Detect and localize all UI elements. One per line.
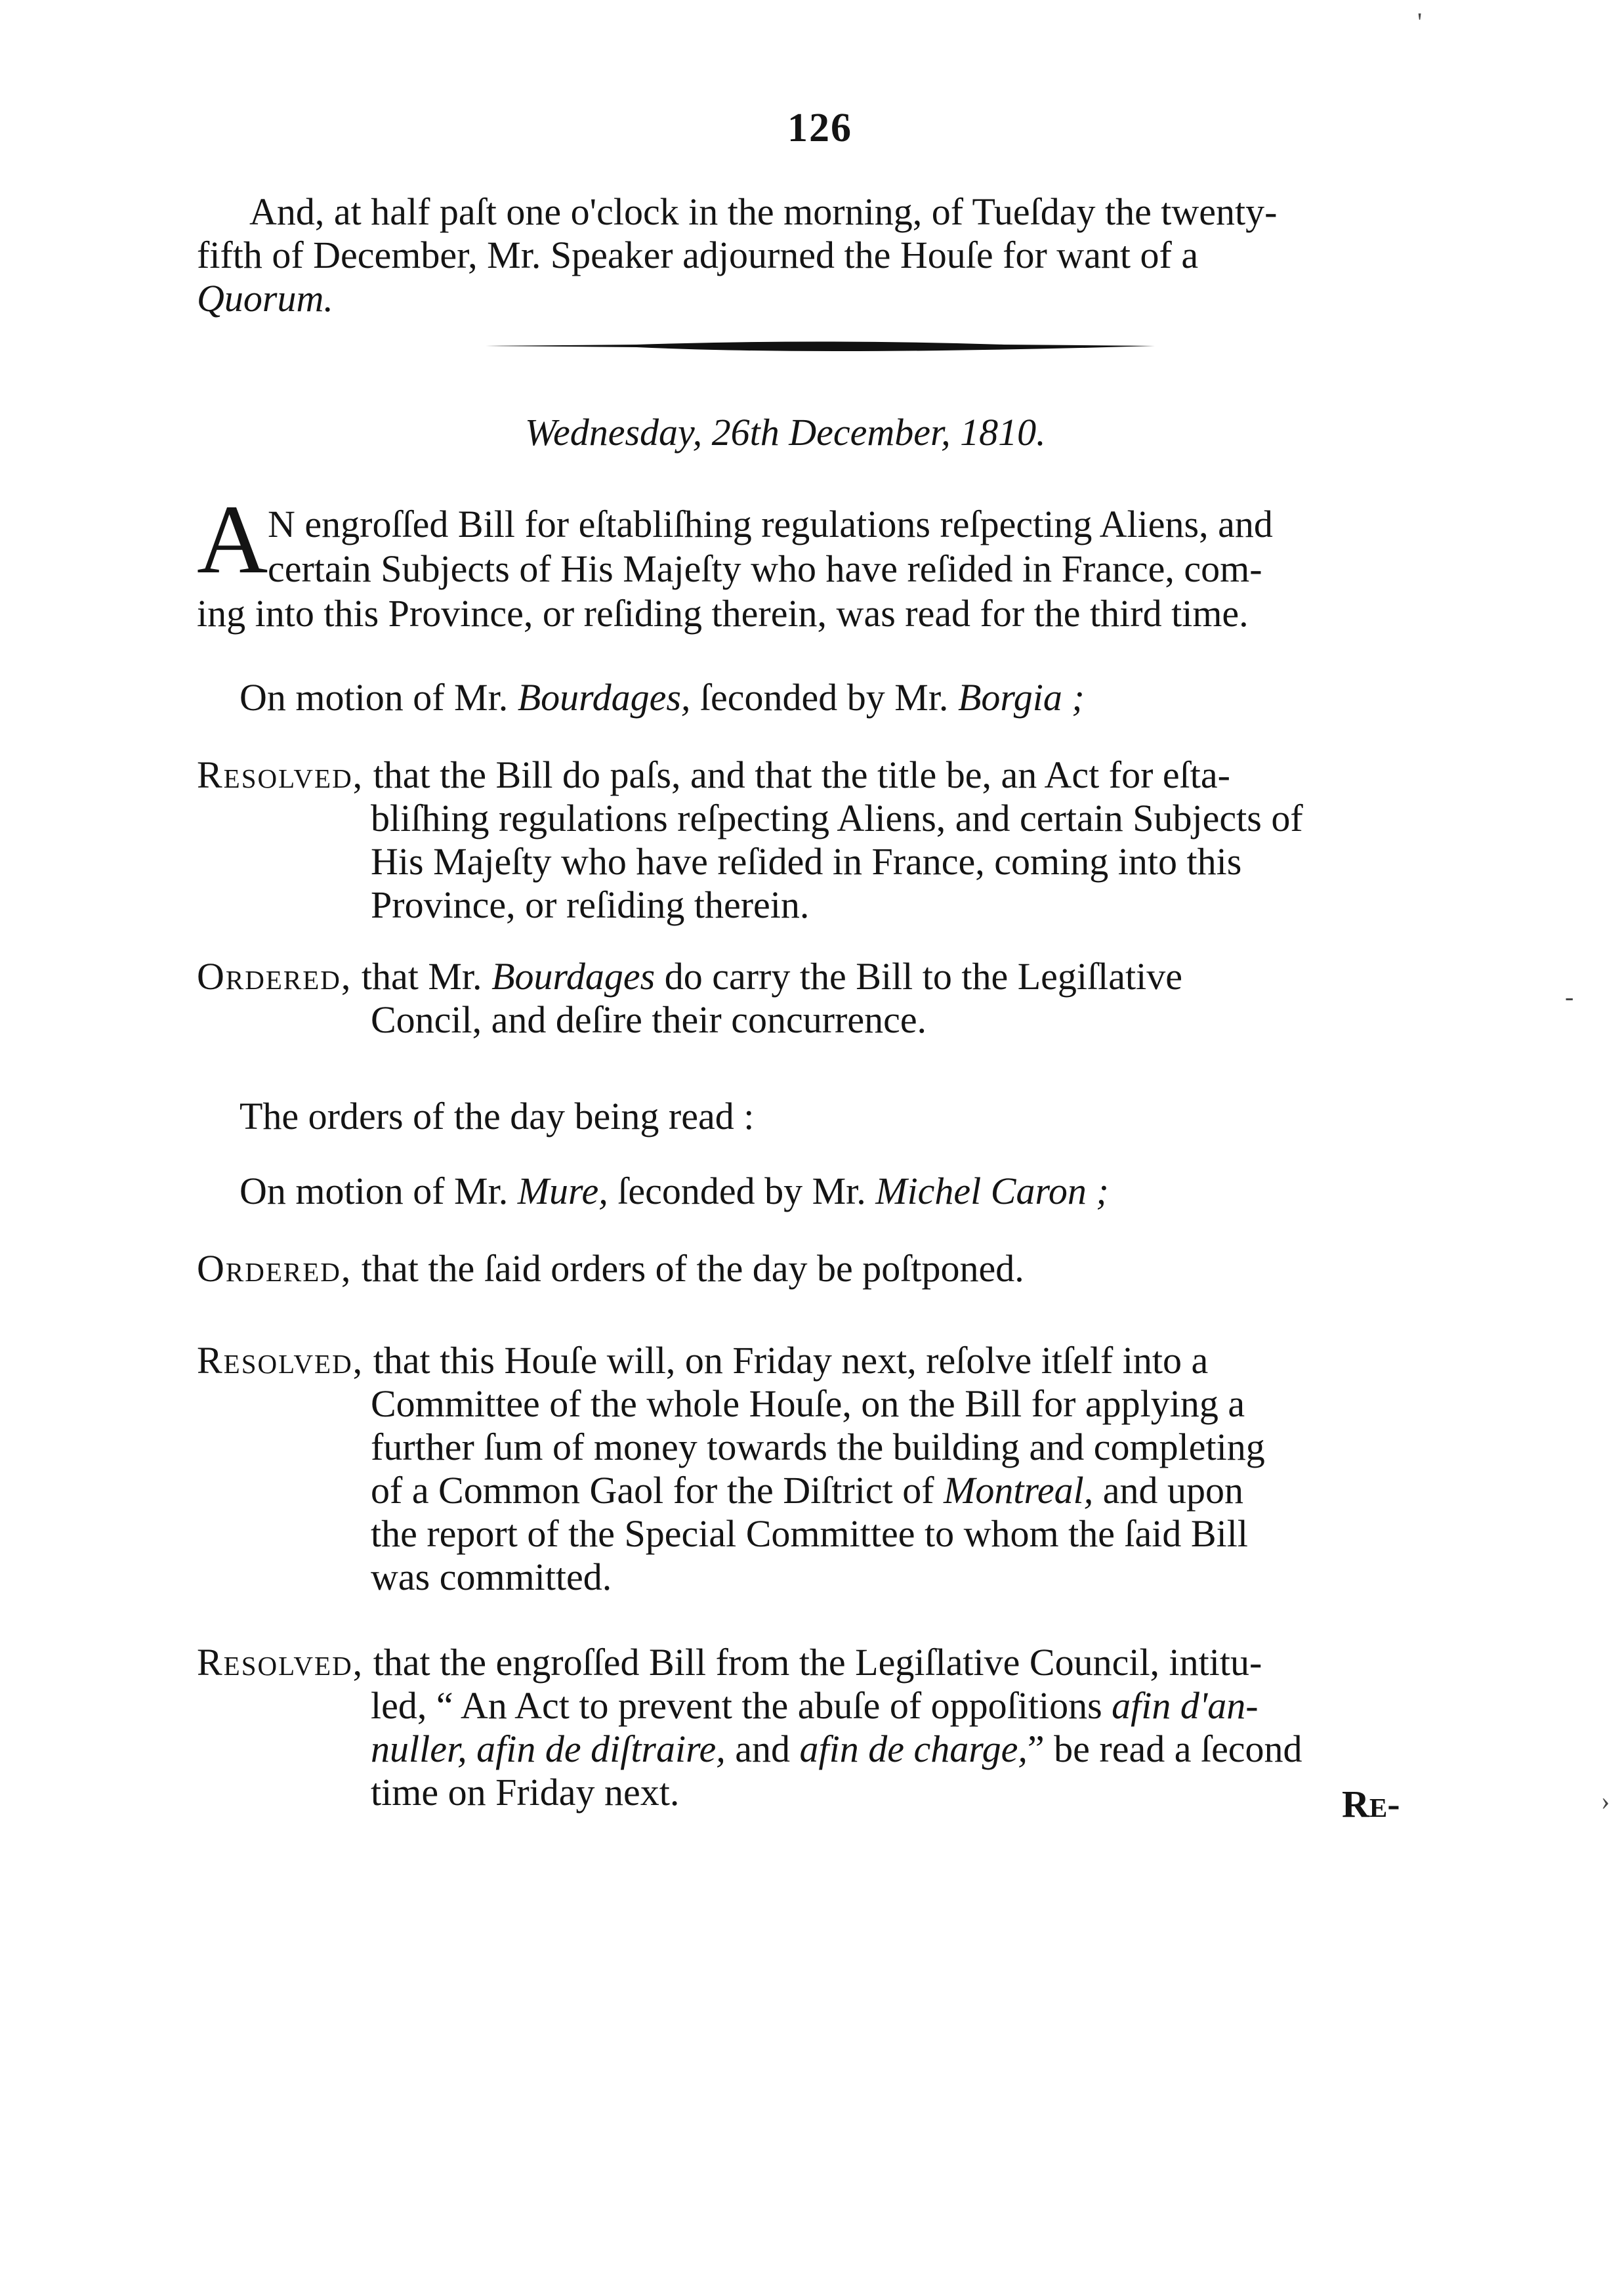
resolved-line-3 xyxy=(197,1728,1444,1771)
resolved-bill-passes xyxy=(197,753,1444,927)
motion-prefix: On motion of Mr. xyxy=(239,1170,509,1212)
ordered-text: that the ſaid orders of the day be poſtponed. xyxy=(361,1247,1024,1290)
bill-line-1: N engroſſed Bill for eſtabliſhing regulations reſpecting Aliens, and xyxy=(268,503,1273,545)
opening-line-1: And, at half paſt one o'clock in the morning, of Tueſday the twenty- xyxy=(249,190,1278,233)
resolved-line-1: that the Bill do paſs, and that the title be, an Act for eſta- xyxy=(373,753,1230,796)
resolved-second-reading xyxy=(197,1641,1444,1814)
resolved-line-4 xyxy=(197,1469,1444,1512)
motion-seconded: ſeconded by Mr. xyxy=(617,1170,866,1212)
motion-bourdages xyxy=(239,676,1453,719)
page-number: 126 xyxy=(787,106,852,150)
opening-line-2: fifth of December, Mr. Speaker adjourned the Houſe for want of a xyxy=(197,234,1199,276)
margin-speck: - xyxy=(1565,982,1574,1011)
bill-line-2: certain Subjects of His Majeſty who have reſided in France, com- xyxy=(268,547,1262,590)
opening-line-3 xyxy=(197,277,1444,320)
resolved-committee xyxy=(197,1339,1444,1599)
resolved-line-1: that the engroſſed Bill from the Legiſlative Council, intitu- xyxy=(373,1641,1262,1684)
ordered-carry-bill xyxy=(197,955,1444,1042)
seconder-name: Michel Caron ; xyxy=(875,1170,1109,1212)
catchword: Re- xyxy=(1342,1783,1400,1825)
ordered-postpone xyxy=(197,1247,1444,1290)
seconder-name: Borgia ; xyxy=(957,676,1085,719)
line-4-pre: of a Common Gaol for the Diſtrict of xyxy=(371,1469,934,1512)
margin-speck: › xyxy=(1601,1786,1610,1815)
ordered-member-name: Bourdages xyxy=(491,955,656,998)
resolved-line-6: was committed. xyxy=(371,1556,612,1598)
bill-line-3: ing into this Province, or reſiding therein, was read for the third time. xyxy=(197,592,1249,635)
motion-prefix: On motion of Mr. xyxy=(239,676,509,719)
resolved-line-1: that this Houſe will, on Friday next, reſolve itſelf into a xyxy=(373,1339,1209,1382)
line-3-post: ” be read a ſecond xyxy=(1027,1728,1302,1770)
motion-seconded: ſeconded by Mr. xyxy=(699,676,949,719)
line-2-pre: led, “ An Act to prevent the abuſe of oppoſitions xyxy=(371,1684,1102,1727)
latin-term: nuller, afin de diſtraire, xyxy=(371,1728,726,1770)
ordered-heading: Ordered, xyxy=(197,955,352,998)
resolved-line-4: Province, or reſiding therein. xyxy=(371,883,810,926)
mover-name: Bourdages, xyxy=(517,676,691,719)
resolved-line-2: bliſhing regulations reſpecting Aliens, and certain Subjects of xyxy=(371,797,1303,839)
resolved-line-5: the report of the Special Committee to whom the ſaid Bill xyxy=(371,1512,1248,1555)
resolved-line-3: His Majeſty who have reſided in France, coming into this xyxy=(371,840,1242,883)
drop-cap-letter: A xyxy=(197,485,268,594)
resolved-line-4: time on Friday next. xyxy=(371,1771,680,1814)
resolved-line-3: further ſum of money towards the building and completing xyxy=(371,1426,1265,1468)
bill-paragraph xyxy=(197,502,1444,636)
margin-speck: ' xyxy=(1417,7,1423,37)
resolved-line-2 xyxy=(197,1684,1444,1728)
ordered-text-post: do carry the Bill to the Legiſlative xyxy=(664,955,1182,998)
mover-name: Mure, xyxy=(517,1170,608,1212)
line-4-post: and upon xyxy=(1102,1469,1243,1512)
place-name: Montreal, xyxy=(944,1469,1094,1512)
opening-paragraph xyxy=(197,190,1444,320)
ordered-heading: Ordered, xyxy=(197,1247,352,1290)
section-divider-rule xyxy=(486,336,1155,356)
date-heading: Wednesday, 26th December, 1810. xyxy=(525,411,1046,454)
quorum-word: Quorum. xyxy=(197,277,333,320)
latin-term: afin d'an- xyxy=(1112,1684,1259,1727)
resolved-heading: Resolved, xyxy=(197,753,364,796)
resolved-heading: Resolved, xyxy=(197,1339,364,1382)
motion-mure xyxy=(239,1170,1453,1213)
resolved-heading: Resolved, xyxy=(197,1641,364,1684)
resolved-line-2: Committee of the whole Houſe, on the Bill for applying a xyxy=(371,1382,1245,1425)
line-3-and: and xyxy=(735,1728,791,1770)
orders-of-day-line: The orders of the day being read : xyxy=(239,1095,755,1137)
ordered-line-2: Concil, and deſire their concurrence. xyxy=(371,998,927,1041)
latin-term: afin de charge, xyxy=(799,1728,1028,1770)
ordered-text-pre: that Mr. xyxy=(361,955,482,998)
